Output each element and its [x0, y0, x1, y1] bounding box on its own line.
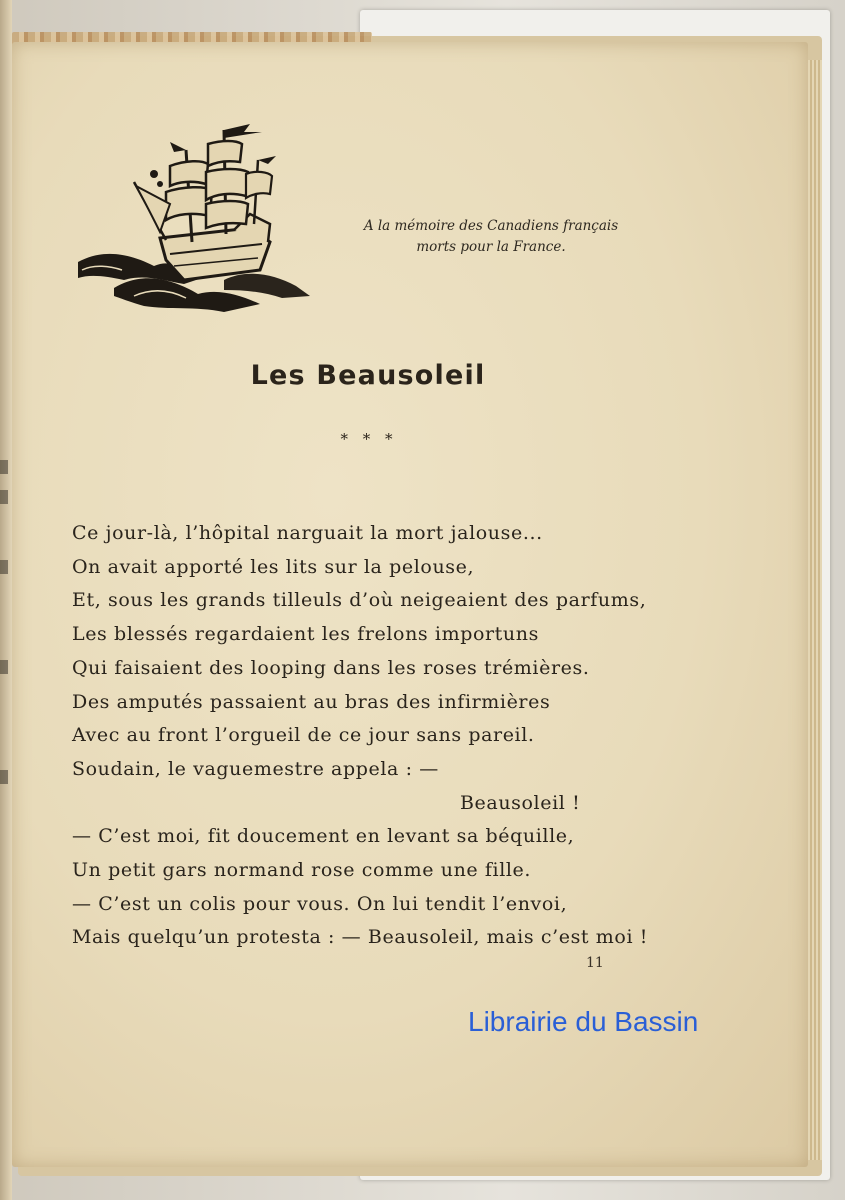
asterism-divider: * * * — [340, 430, 398, 448]
poem-line: Beausoleil ! — [460, 791, 581, 814]
poem-line: Un petit gars normand rose comme une fille. — [72, 859, 532, 882]
left-page-ink-mark — [0, 460, 8, 474]
sailing-ship-icon — [74, 120, 316, 320]
poem-line: On avait apporté les lits sur la pelouse, — [72, 555, 475, 578]
dedication-line: morts pour la France. — [416, 239, 566, 255]
page-edges — [806, 60, 822, 1160]
poem-line: — C’est un colis pour vous. On lui tendit l’envoi, — [72, 892, 568, 915]
poem-line: Soudain, le vaguemestre appela : — — [72, 757, 439, 780]
watermark-text: Librairie du Bassin — [468, 1006, 699, 1037]
left-page-ink-mark — [0, 660, 8, 674]
left-page-ink-mark — [0, 770, 8, 784]
poem-line: Mais quelqu’un protesta : — Beausoleil, mais c’est moi ! — [72, 926, 648, 949]
poem-body — [72, 517, 712, 955]
poem-line: Qui faisaient des looping dans les roses trémières. — [72, 656, 590, 679]
poem-line: Ce jour-là, l’hôpital narguait la mort jalouse... — [72, 522, 543, 544]
poem-line: Des amputés passaient au bras des infirmières — [72, 690, 551, 713]
poem-line: Et, sous les grands tilleuls d’où neigeaient des parfums, — [72, 589, 647, 612]
poem-line: — C’est moi, fit doucement en levant sa béquille, — [72, 825, 575, 848]
left-page-edge — [0, 0, 12, 1200]
poem-line: Avec au front l’orgueil de ce jour sans pareil. — [72, 724, 535, 747]
poem-title: Les Beausoleil — [250, 360, 486, 391]
dedication — [336, 216, 646, 258]
poem-line: Les blessés regardaient les frelons importuns — [72, 623, 539, 646]
left-page-ink-mark — [0, 490, 8, 504]
left-page-ink-mark — [0, 560, 8, 574]
dedication-line: A la mémoire des Canadiens français — [363, 218, 619, 234]
page-number: 11 — [586, 955, 604, 971]
